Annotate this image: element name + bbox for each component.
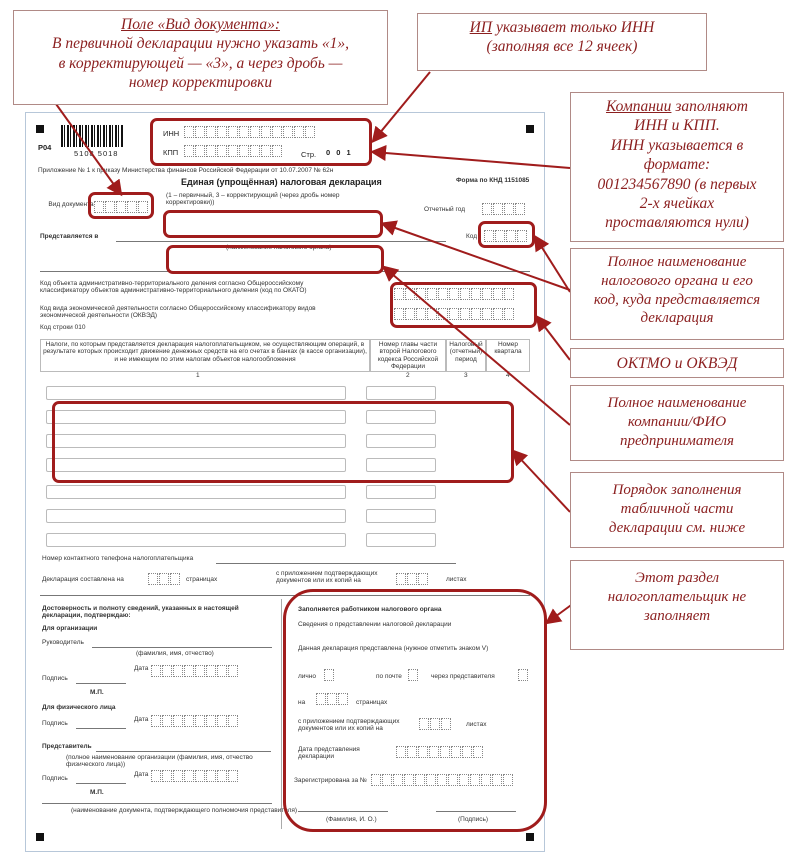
page-label: Стр. [301,150,317,159]
signature-label: Подпись [42,775,68,782]
reliability-text: Достоверность и полноту сведений, указанных в настоящей декларации, подтверждаю: [42,605,239,620]
callout-text: В первичной декларации нужно указать «1», [52,35,349,53]
callout-oktmo [570,348,784,378]
callout-text: налогового органа и его [601,272,753,289]
tax-info-text: Сведения о представлении налоговой декларации [298,621,452,628]
signature-label: Подпись [42,675,68,682]
callout-text: ОКТМО и ОКВЭД [616,355,738,372]
form-title: Единая (упрощённая) налоговая декларация [181,177,382,187]
callout-text: заполняют [675,98,748,115]
callout-text: заполняет [643,607,711,624]
callout-text: Полное наименование [607,395,747,411]
by-mail-label: по почте [376,673,402,680]
callout-text: компании/ФИО [627,413,727,430]
tax-org-hint: (наименование налогового органа) [226,244,332,251]
code-label: Код [466,233,478,240]
tax-sheets-label: листах [466,721,487,728]
callout-text: (заполняя все 12 ячеек) [486,38,638,56]
mp-label: М.П. [90,789,104,796]
callout-text: табличной части [620,500,734,517]
callout-company-title: Компании [605,98,672,115]
sign-short-hint: (Подпись) [458,816,489,823]
for-person-label: Для физического лица [42,704,116,711]
for-org-label: Для организации [42,625,98,632]
pages-label: страницах [186,576,218,583]
arrow-company [374,152,570,168]
callout-text: Этот раздел [635,570,719,586]
line-code: Код строки 010 [40,324,86,331]
via-rep-label: через представителя [431,673,495,680]
doc-type-hint: (1 – первичный, 3 – корректирующий (через дробь номер корректировки)) [166,192,340,207]
callout-section [570,560,784,650]
submitted-to-label: Представляется в [40,233,99,240]
callout-text: декларация [640,310,714,327]
callout-text: указывает только ИНН [495,19,655,36]
callout-ip [417,13,707,71]
form-code: Р04 [38,143,52,152]
doc-type-label: Вид документа [48,201,94,208]
date-label: Дата [134,665,149,672]
col2-header: Номер главы части второй Налогового кодекса Российской Федерации [370,339,446,372]
callout-company-name [570,385,784,461]
registered-label: Зарегистрирована за № [294,777,367,784]
tax-submitted-text: Данная декларация представлена (нужное отметить знаком V) [298,645,489,652]
col4-header: Номер квартала [486,339,530,372]
knd-code: Форма по КНД 1151085 [456,177,530,184]
date-label: Дата [134,771,149,778]
callout-ip-title: ИП [469,19,493,36]
sheets-label: листах [446,576,467,583]
tax-pages-label: страницах [356,699,388,706]
callout-text: 2-х ячейках [639,194,715,212]
col3-number: 3 [464,372,468,379]
report-year-label: Отчетный год [424,206,465,213]
date-label: Дата [134,716,149,723]
phone-label: Номер контактного телефона налогоплательщика [42,555,194,562]
callout-text: декларации см. ниже [608,519,746,536]
callout-text: 001234567890 (в первых [597,175,757,193]
inn-label: ИНН [163,129,180,138]
col2-number: 2 [406,372,410,379]
okved-text: Код вида экономической деятельности согласно Общероссийскому классификатору видов экономической деятельности (ОКВЭД) [40,305,316,320]
arrow-table [514,452,570,512]
callout-text: налогоплательщик не [607,588,747,605]
with-docs-label: с приложением подтверждающих документов или их копий на [276,570,378,585]
page-value: 0 0 1 [326,148,353,157]
callout-text: Порядок заполнения [612,482,742,498]
callout-text: в корректирующей — «3», а через дробь — [58,54,343,72]
tax-docs-label: с приложением подтверждающих документов или их копий на [298,718,400,733]
col4-number: 4 [506,372,510,379]
okato-text: Код объекта административно-территориального деления согласно Общероссийскому классификатору объектов административно-территориального деления (код по ОКАТО) [40,280,307,295]
arrow-company-name [385,268,570,425]
head-label: Руководитель [42,639,84,646]
callout-text: номер корректировки [128,74,273,92]
col1-number: 1 [196,372,200,379]
tax-section-title: Заполняется работником налогового органа [298,606,442,613]
kpp-label: КПП [163,148,179,157]
callout-text: формате: [643,156,711,174]
callout-text: код, куда представляется [593,291,761,308]
representative-label: Представитель [42,743,92,750]
callout-company [570,92,784,242]
fio-short-hint: (Фамилия, И. О.) [326,816,377,823]
arrow-tax-org [384,224,570,290]
callout-text: ИНН указывается в [610,136,744,154]
rep-hint: (полное наименование организации (фамилия, имя, отчество физического лица)) [66,754,253,769]
appendix-note: Приложение № 1 к приказу Министерства финансов Российской Федерации от 10.07.2007 № 62н [38,167,334,174]
col3-header: Налоговый (отчетный) период [446,339,486,372]
fio-hint: (фамилия, имя, отчество) [136,650,214,657]
callout-text: предпринимателя [619,432,735,449]
rep-doc-hint: (наименование документа, подтверждающего полномочия представителя) [71,807,298,814]
callout-text: ИНН и КПП. [634,117,720,135]
callout-doc-type-title: Поле «Вид документа»: [121,16,280,33]
signature-label: Подпись [42,720,68,727]
callout-tax-org [570,248,784,340]
callout-text: Полное наименование [607,254,747,270]
on-label: на [298,699,306,706]
mp-label: М.П. [90,689,104,696]
submit-date-label: Дата представления декларации [298,746,360,761]
arrow-oktmo [538,318,570,360]
callout-doc-type [13,10,388,105]
barcode-number: 5108 5018 [74,149,119,158]
in-person-label: лично [298,673,317,680]
col1-header: Налоги, по которым представляется декларация налогоплательщиком, не осуществляющим операций, в результате которых происходит движение денежных средств на его счетах в банках (в кассе организации), и не имеющим по этим налогам объектов налогообложения [40,339,370,372]
arrow-doc-type [56,104,120,193]
composed-on-label: Декларация составлена на [42,576,124,583]
callout-table-order [570,472,784,548]
callout-text: проставляются нули) [605,214,749,232]
